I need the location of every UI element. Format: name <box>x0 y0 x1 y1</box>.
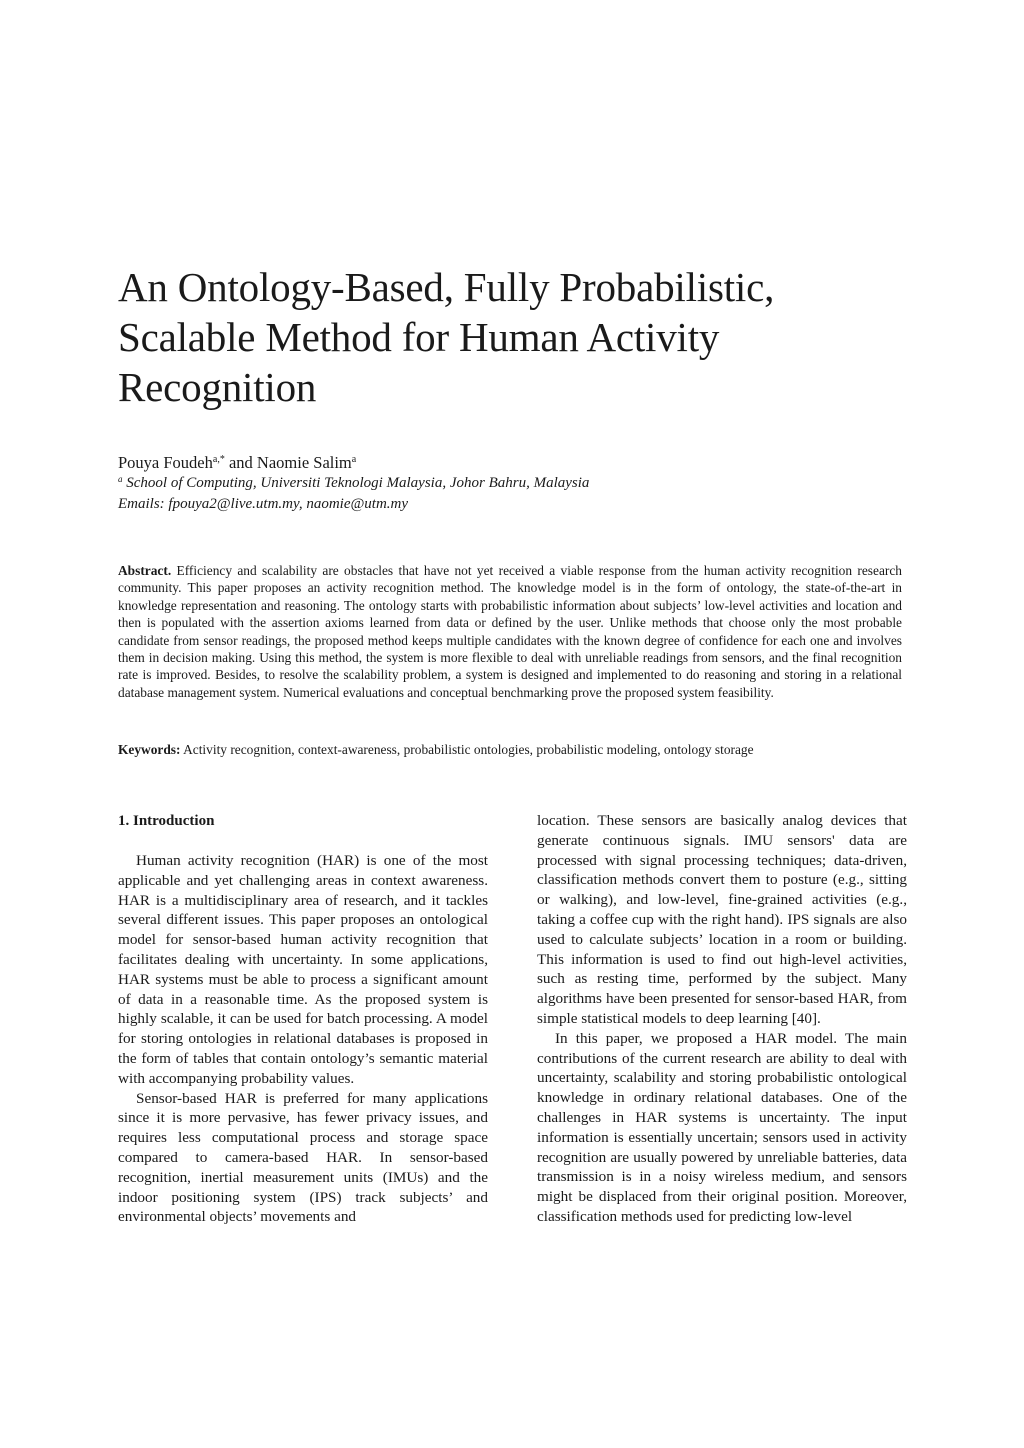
title-line-3: Recognition <box>118 364 317 410</box>
body-paragraph: location. These sensors are basically analog devices that generate continuous signals. IMU sensors' data are processed with signal processing techniques; data-driven, classification methods convert them to posture (e.g., sitting or walking), and low-level, fine-grained activities (e.g., taking a coffee cup with the right hand). IPS signals are also used to calculate subjects’ location in a room or building. This information is used to find out high-level activities, such as resting time, performed by the subject. Many algorithms have been presented for sensor-based HAR, from simple statistical models to deep learning [40]. <box>537 812 907 1027</box>
affiliation-mark: a <box>118 474 123 484</box>
affiliation-text: School of Computing, Universiti Teknologi Malaysia, Johor Bahru, Malaysia <box>122 475 590 491</box>
section-heading: 1. Introduction <box>118 813 215 829</box>
body-paragraph: Human activity recognition (HAR) is one of the most applicable and yet challenging areas in context awareness. HAR is a multidisciplinary area of research, and it tackles several different issues. This paper proposes an ontological model for sensor-based human activity recognition that facilitates dealing with uncertainty. In some applications, HAR systems must be able to process a significant amount of data in a reasonable time. As the proposed system is highly scalable, it can be used for batch processing. A model for storing ontologies in relational databases is proposed in the form of tables that contain ontology’s semantic material with accompanying probability values. <box>118 852 488 1087</box>
paper-title <box>118 262 918 412</box>
abstract-label: Abstract. <box>118 563 172 578</box>
left-column <box>118 811 488 1227</box>
author-affiliation-mark: a <box>351 454 357 465</box>
author-name: Pouya Foudeh <box>118 453 213 472</box>
abstract-text: Efficiency and scalability are obstacles that have not yet received a viable response from the human activity recognition research community. This paper proposes an activity recognition method. The knowledge model is in the form of ontology, the state-of-the-art in knowledge representation and reasoning. The ontology starts with probabilistic information about subjects’ low-level activities and location and then is populated with the assertion axioms learned from data or defined by the user. Unlike methods that choose only the most probable candidate from sensor readings, the proposed method keeps multiple candidates with the known degree of confidence for each one and involves them in decision making. Using this method, the system is more flexible to deal with unreliable readings from sensors, and the final recognition rate is improved. Besides, to resolve the scalability problem, a system is designed and implemented to do reasoning and storing in a relational database management system. Numerical evaluations and conceptual benchmarking prove the proposed system feasibility. <box>118 563 902 700</box>
author-affiliation-mark: a,* <box>212 454 225 465</box>
keywords-label: Keywords: <box>118 742 181 757</box>
keywords <box>118 741 902 758</box>
author-conjunction: and <box>224 453 257 472</box>
keywords-text: Activity recognition, context-awareness, probabilistic ontologies, probabilistic modeling, ontology storage <box>180 742 754 757</box>
right-column <box>537 811 907 1227</box>
author-name: Naomie Salim <box>256 453 352 472</box>
title-line-2: Scalable Method for Human Activity <box>118 314 720 360</box>
author-line <box>118 453 356 473</box>
abstract <box>118 562 902 701</box>
title-line-1: An Ontology-Based, Fully Probabilistic, <box>118 264 775 310</box>
body-paragraph: Sensor-based HAR is preferred for many applications since it is more pervasive, has fewer privacy issues, and requires less computational process and storage space compared to camera-based HAR. In sensor-based recognition, inertial measurement units (IMUs) and the indoor positioning system (IPS) track subjects’ and environmental objects’ movements and <box>118 1089 488 1226</box>
author-emails: Emails: fpouya2@live.utm.my, naomie@utm.my <box>118 496 409 512</box>
body-paragraph: In this paper, we proposed a HAR model. The main contributions of the current research are ability to deal with uncertainty, scalability and storing probabilistic ontological knowledge in ordinary relational databases. One of the challenges in HAR systems is uncertainty. The input information is essentially uncertain; sensors used in activity recognition are usually powered by unreliable batteries, data transmission is in a noisy wireless medium, and sensors might be displaced from their original position. Moreover, classification methods used for predicting low-level <box>537 1029 907 1225</box>
affiliation <box>118 473 589 494</box>
